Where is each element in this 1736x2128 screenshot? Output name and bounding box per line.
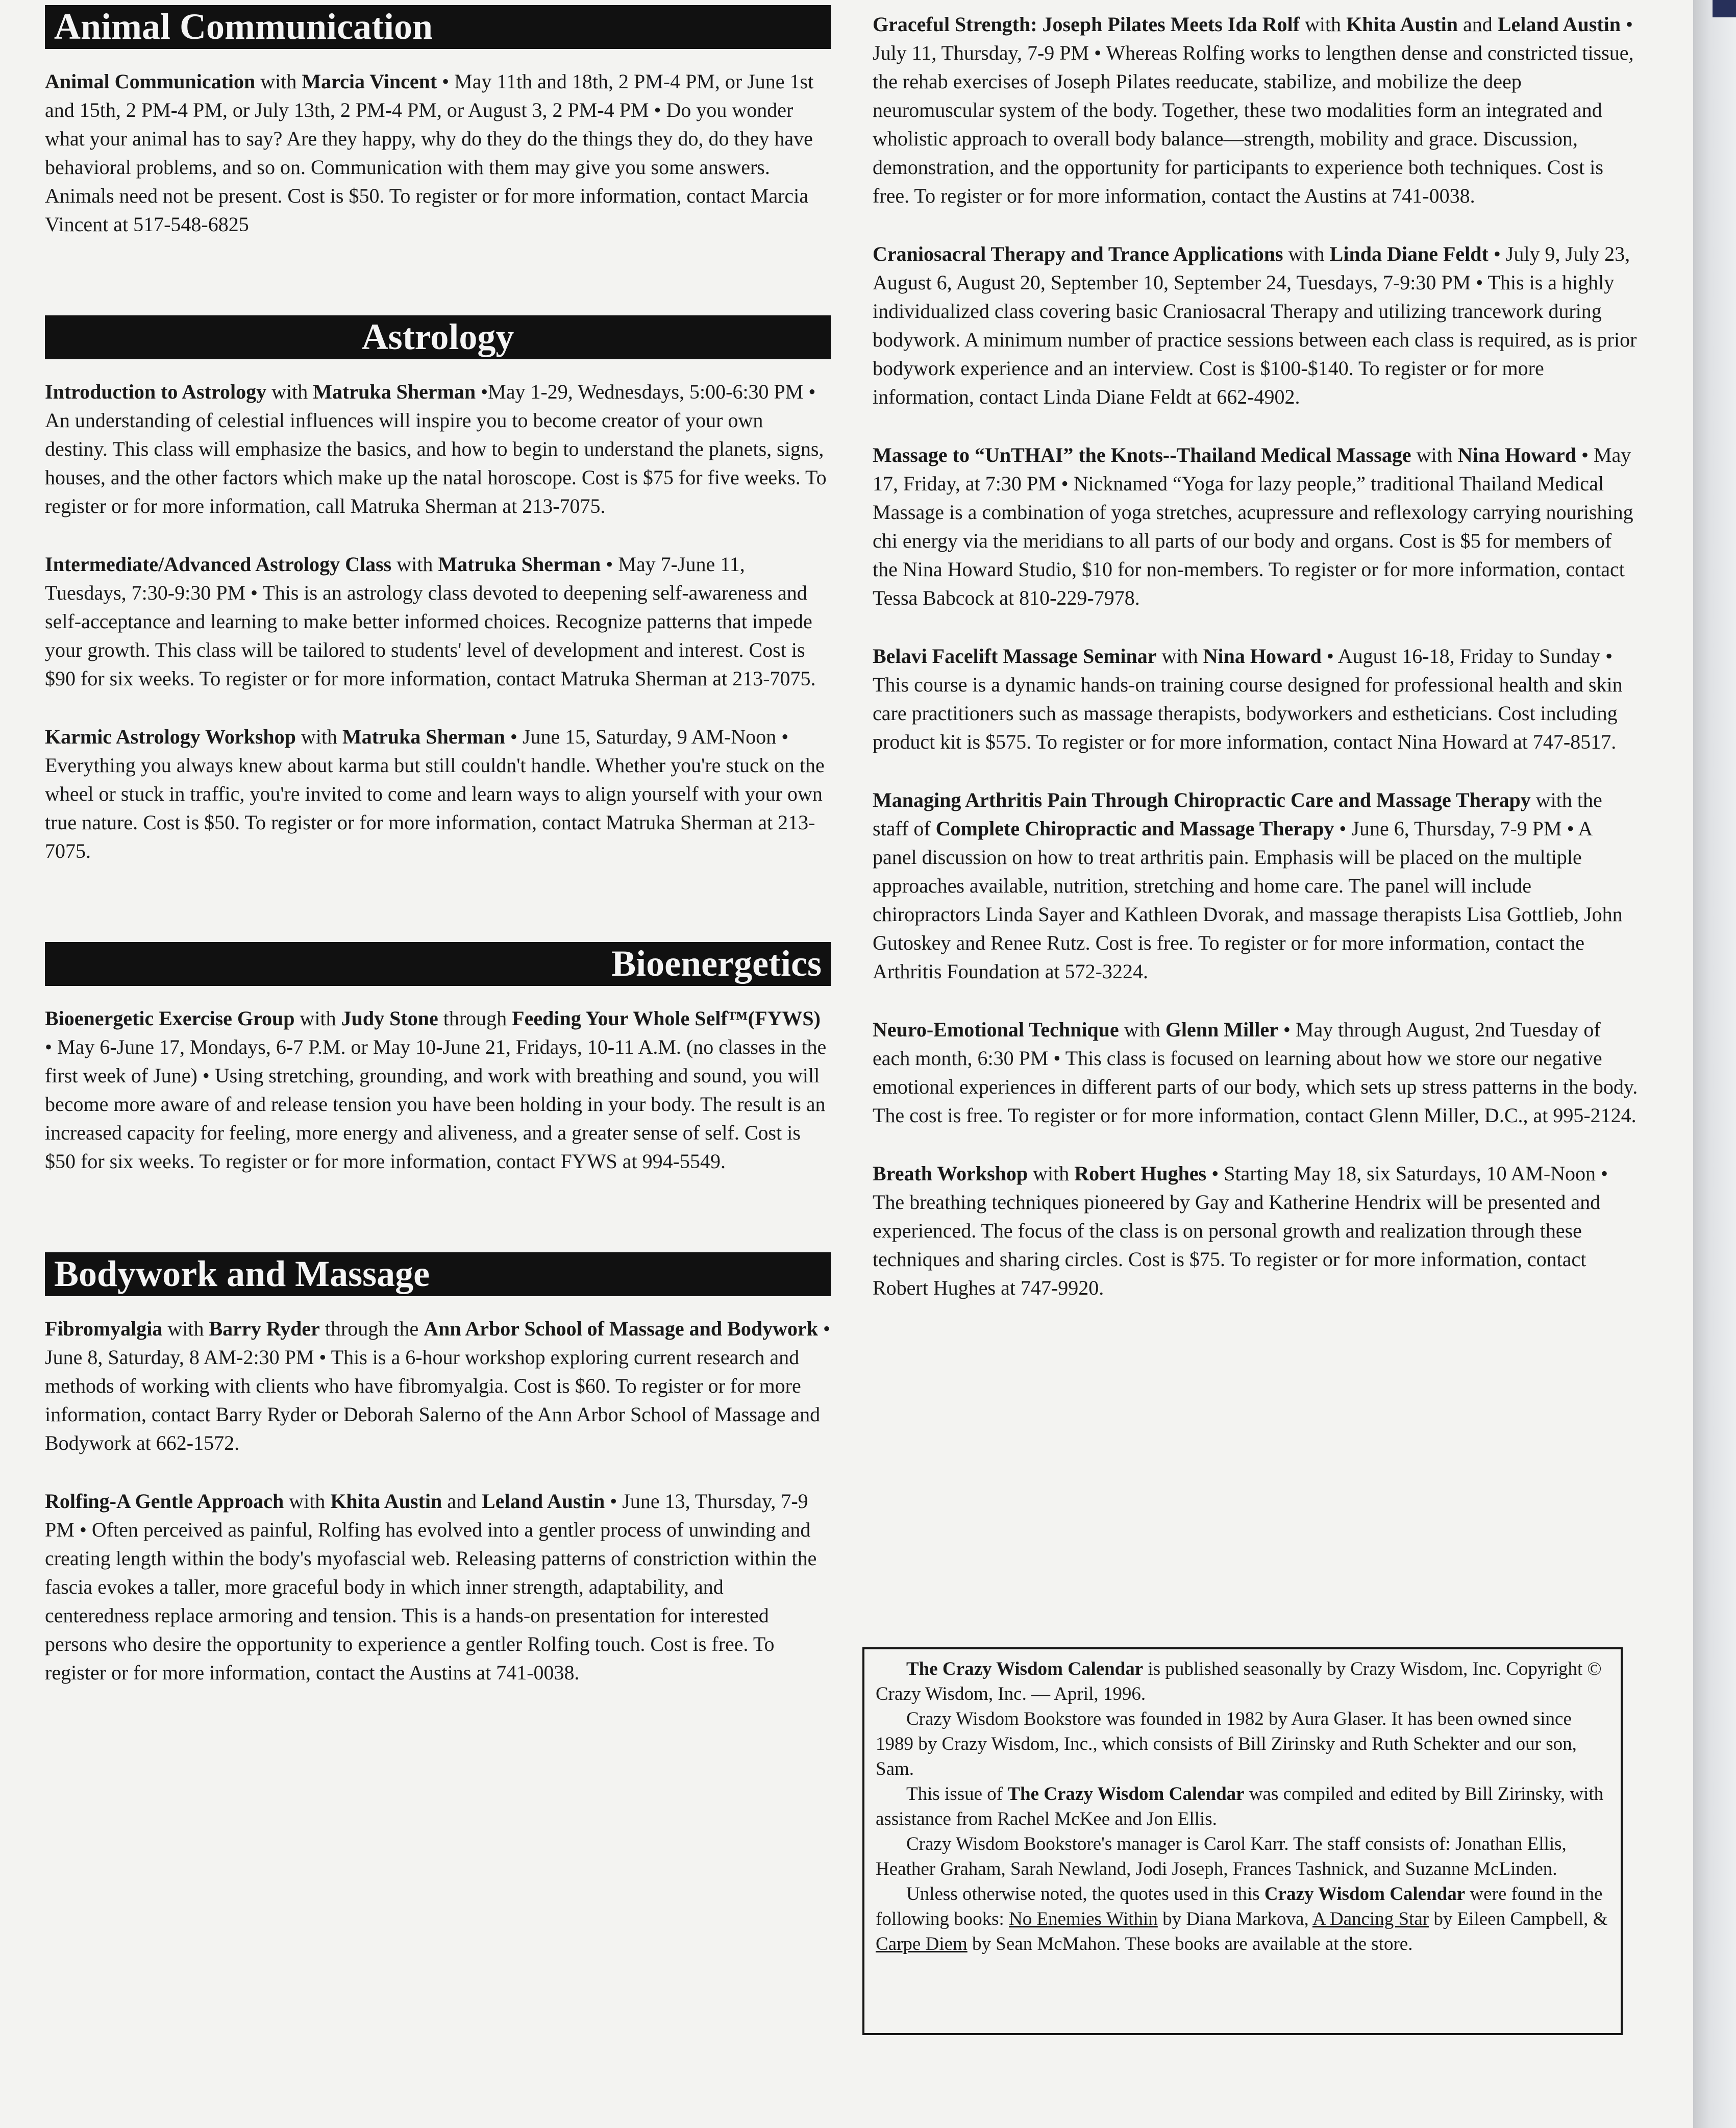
event-listing: Neuro-Emotional Technique with Glenn Miller • May through August, 2nd Tuesday of each month, 6:30 PM • This class is focused on learning about how we store our negative emotional experiences in different parts of our body, which sets up stress patterns in the body. The cost is free. To register or for more information, contact Glenn Miller, D.C., at 995-2124. [873, 1018, 1638, 1127]
event-title: Graceful Strength: Joseph Pilates Meets Ida Rolf [873, 13, 1300, 36]
event-presenter: Matruka Sherman [313, 380, 476, 403]
event-listing: Managing Arthritis Pain Through Chiropractic Care and Massage Therapy with the staff of Complete Chiropractic and Massage Therapy • June 6, Thursday, 7-9 PM • A panel discussion on how to treat arthritis pain. Emphasis will be placed on the multiple approaches available, nutrition, stretching and home care. The panel will include chiropractors Linda Sayer and Kathleen Dvorak, and massage therapists Lisa Gottlieb, John Gutoskey and Renee Rutz. Cost is free. To register or for more information, contact the Arthritis Foundation at 572-3224. [873, 788, 1623, 983]
event-presenter: Judy Stone [341, 1007, 438, 1030]
event-listing: Rolfing-A Gentle Approach with Khita Austin and Leland Austin • June 13, Thursday, 7-9 PM • Often perceived as painful, Rolfing has evolved into a gentler process of unwinding and creating length within the body's myofascial web. Releasing patterns of constriction within the fascia evokes a taller, more graceful body in which inner strength, adaptability, and centeredness replace armoring and tension. This is a hands-on presentation for interested persons who desire the opportunity to experience a gentler Rolfing touch. Cost is free. To register or for more information, contact the Austins at 741-0038. [45, 1490, 817, 1684]
event-presenter: Linda Diane Feldt [1329, 242, 1489, 265]
event-title: Breath Workshop [873, 1162, 1028, 1185]
event-description: • May 6-June 17, Mondays, 6-7 P.M. or May 10-June 21, Fridays, 10-11 A.M. (no classes in the first week of June) • Using stretching, grounding, and work with breathing and sound, you will become more aware of and release tension you have been holding in your body. The result is an increased capacity for feeling, more energy and aliveness, and a greater sense of self. Cost is $50 for six weeks. To register or for more information, contact FYWS at 994-5549. [45, 1035, 827, 1173]
book-title: Carpe Diem [876, 1934, 968, 1954]
event-description: • May through August, 2nd Tuesday of each month, 6:30 PM • This class is focused on learning about how we store our negative emotional experiences in different parts of our body, which sets up stress patterns in the body. The cost is free. To register or for more information, contact Glenn Miller, D.C., at 995-2124. [873, 1018, 1638, 1127]
event-presenter: Nina Howard [1203, 645, 1322, 667]
left-column [45, 5, 831, 1687]
event-listing: Introduction to Astrology with Matruka Sherman •May 1-29, Wednesdays, 5:00-6:30 PM • An understanding of celestial influences will inspire you to become creator of your own destiny. This class will emphasize the basics, and how to begin to understand the planets, signs, houses, and the other factors which make up the natal horoscope. Cost is $75 for five weeks. To register or for more information, call Matruka Sherman at 213-7075. [45, 380, 827, 517]
event-presenter: Khita Austin [1346, 13, 1458, 36]
event-presenter: Matruka Sherman [438, 553, 601, 576]
section-heading-bioenergetics: Bioenergetics [45, 942, 831, 986]
event-listing: Karmic Astrology Workshop with Matruka Sherman • June 15, Saturday, 9 AM-Noon • Everything you always knew about karma but still couldn't handle. Whether you're stuck on the wheel or stuck in traffic, you're invited to come and learn ways to align yourself with your own true nature. Cost is $50. To register or for more information, contact Matruka Sherman at 213-7075. [45, 725, 825, 862]
event-title: Fibromyalgia [45, 1317, 163, 1340]
event-presenter: Marcia Vincent [302, 70, 437, 93]
section-heading-bodywork-and-massage: Bodywork and Massage [45, 1252, 831, 1296]
section-heading-animal-communication: Animal Communication [45, 5, 831, 49]
event-presenter: Leland Austin [1497, 13, 1621, 36]
event-description: • June 15, Saturday, 9 AM-Noon • Everything you always knew about karma but still couldn't handle. Whether you're stuck on the wheel or stuck in traffic, you're invited to come and learn ways to align yourself with your own true nature. Cost is $50. To register or for more information, contact Matruka Sherman at 213-7075. [45, 725, 825, 862]
event-title: Craniosacral Therapy and Trance Applications [873, 242, 1283, 265]
event-presenter: Matruka Sherman [342, 725, 505, 748]
event-presenter: Barry Ryder [209, 1317, 320, 1340]
event-presenter: Leland Austin [482, 1490, 605, 1513]
event-listing: Bioenergetic Exercise Group with Judy Stone through Feeding Your Whole Self™(FYWS) • May 6-June 17, Mondays, 6-7 P.M. or May 10-June 21, Fridays, 10-11 A.M. (no classes in the first week of June) • Using stretching, grounding, and work with breathing and sound, you will become more aware of and release tension you have been holding in your body. The result is an increased capacity for feeling, more energy and aliveness, and a greater sense of self. Cost is $50 for six weeks. To register or for more information, contact FYWS at 994-5549. [45, 1007, 827, 1173]
event-organization: Feeding Your Whole Self™(FYWS) [512, 1007, 821, 1030]
event-organization: Complete Chiropractic and Massage Therapy [935, 817, 1334, 840]
event-description: • June 6, Thursday, 7-9 PM • A panel discussion on how to treat arthritis pain. Emphasis will be placed on the multiple approaches available, nutrition, stretching and home care. The panel will include chiropractors Linda Sayer and Kathleen Dvorak, and massage therapists Lisa Gottlieb, John Gutoskey and Renee Rutz. Cost is free. To register or for more information, contact the Arthritis Foundation at 572-3224. [873, 817, 1623, 983]
event-listing: Massage to “UnTHAI” the Knots--Thailand Medical Massage with Nina Howard • May 17, Friday, at 7:30 PM • Nicknamed “Yoga for lazy people,” traditional Thailand Medical Massage is a combination of yoga stretches, acupressure and reflexology carrying nourishing chi energy via the meridians to all parts of our body and organs. Cost is $5 for members of the Nina Howard Studio, $10 for non-members. To register or for more information, contact Tessa Babcock at 810-229-7978. [873, 443, 1633, 609]
event-description: • May 7-June 11, Tuesdays, 7:30-9:30 PM • This is an astrology class devoted to deepening self-awareness and self-acceptance and learning to make better informed choices. Recognize patterns that impede your growth. This class will be tailored to students' level of development and interest. Cost is $90 for six weeks. To register or for more information, contact Matruka Sherman at 213-7075. [45, 553, 816, 690]
event-title: Karmic Astrology Workshop [45, 725, 296, 748]
credits-paragraph: Crazy Wisdom Bookstore's manager is Carol Karr. The staff consists of: Jonathan Ellis, Heather Graham, Sarah Newland, Jodi Joseph, Frances Tashnick, and Suzanne McLinden. [876, 1834, 1567, 1879]
event-listing: Fibromyalgia with Barry Ryder through the Ann Arbor School of Massage and Bodywork • June 8, Saturday, 8 AM-2:30 PM • This is a 6-hour workshop exploring current research and methods of working with clients who have fibromyalgia. Cost is $60. To register or for more information, contact Barry Ryder or Deborah Salerno of the Ann Arbor School of Massage and Bodywork at 662-1572. [45, 1317, 830, 1454]
book-title: A Dancing Star [1312, 1909, 1429, 1929]
event-listing: Animal Communication with Marcia Vincent • May 11th and 18th, 2 PM-4 PM, or June 1st and 15th, 2 PM-4 PM, or July 13th, 2 PM-4 PM, or August 3, 2 PM-4 PM • Do you wonder what your animal has to say? Are they happy, why do they do the things they do, do they have behavioral problems, and so on. Communication with them may give you some answers. Animals need not be present. Cost is $50. To register or for more information, contact Marcia Vincent at 517-548-6825 [45, 70, 814, 236]
event-title: Managing Arthritis Pain Through Chiropractic Care and Massage Therapy [873, 788, 1531, 811]
event-presenter: Robert Hughes [1074, 1162, 1207, 1185]
event-description: •May 1-29, Wednesdays, 5:00-6:30 PM • An understanding of celestial influences will inspire you to become creator of your own destiny. This class will emphasize the basics, and how to begin to understand the planets, signs, houses, and the other factors which make up the natal horoscope. Cost is $75 for five weeks. To register or for more information, call Matruka Sherman at 213-7075. [45, 380, 827, 517]
book-title: No Enemies Within [1009, 1909, 1158, 1929]
event-listing: Craniosacral Therapy and Trance Applications with Linda Diane Feldt • July 9, July 23, August 6, August 20, September 10, September 24, Tuesdays, 7-9:30 PM • This is a highly individualized class covering basic Craniosacral Therapy and utilizing trancework during bodywork. A minimum number of practice sessions between each class is required, as is prior bodywork experience and an interview. Cost is $100-$140. To register or for more information, contact Linda Diane Feldt at 662-4902. [873, 242, 1637, 408]
event-title: Introduction to Astrology [45, 380, 267, 403]
event-description: • May 11th and 18th, 2 PM-4 PM, or June 1st and 15th, 2 PM-4 PM, or July 13th, 2 PM-4 PM, or August 3, 2 PM-4 PM • Do you wonder what your animal has to say? Are they happy, why do they do the things they do, do they have behavioral problems, and so on. Communication with them may give you some answers. Animals need not be present. Cost is $50. To register or for more information, contact Marcia Vincent at 517-548-6825 [45, 70, 814, 236]
event-description: • Starting May 18, six Saturdays, 10 AM-Noon • The breathing techniques pioneered by Gay and Katherine Hendrix will be presented and experienced. The focus of the class is on personal growth and realization through these techniques and sharing circles. Cost is $75. To register or for more information, contact Robert Hughes at 747-9920. [873, 1162, 1608, 1299]
credits-paragraph: Crazy Wisdom Bookstore was founded in 1982 by Aura Glaser. It has been owned since 1989 by Crazy Wisdom, Inc., which consists of Bill Zirinsky and Ruth Schekter and our son, Sam. [876, 1709, 1577, 1779]
event-listing: Belavi Facelift Massage Seminar with Nina Howard • August 16-18, Friday to Sunday • This course is a dynamic hands-on training course designed for professional health and skin care practitioners such as massage therapists, bodyworkers and estheticians. Cost including product kit is $575. To register or for more information, contact Nina Howard at 747-8517. [873, 645, 1623, 753]
credits-paragraph: This issue of The Crazy Wisdom Calendar was compiled and edited by Bill Zirinsky, with assistance from Rachel McKee and Jon Ellis. [876, 1784, 1604, 1829]
section-heading-astrology: Astrology [45, 315, 831, 359]
event-description: • June 8, Saturday, 8 AM-2:30 PM • This is a 6-hour workshop exploring current research and methods of working with clients who have fibromyalgia. Cost is $60. To register or for more information, contact Barry Ryder or Deborah Salerno of the Ann Arbor School of Massage and Bodywork at 662-1572. [45, 1317, 830, 1454]
event-description: • July 9, July 23, August 6, August 20, September 10, September 24, Tuesdays, 7-9:30 PM • This is a highly individualized class covering basic Craniosacral Therapy and utilizing trancework during bodywork. A minimum number of practice sessions between each class is required, as is prior bodywork experience and an interview. Cost is $100-$140. To register or for more information, contact Linda Diane Feldt at 662-4902. [873, 242, 1637, 408]
event-listing: Graceful Strength: Joseph Pilates Meets Ida Rolf with Khita Austin and Leland Austin • July 11, Thursday, 7-9 PM • Whereas Rolfing works to lengthen dense and constricted tissue, the rehab exercises of Joseph Pilates reeducate, stabilize, and mobilize the deep neuromuscular system of the body. Together, these two modalities form an integrated and wholistic approach to overall body balance—strength, mobility and grace. Discussion, demonstration, and the opportunity for participants to experience both techniques. Cost is free. To register or for more information, contact the Austins at 741-0038. [873, 13, 1634, 207]
event-listing: Breath Workshop with Robert Hughes • Starting May 18, six Saturdays, 10 AM-Noon • The breathing techniques pioneered by Gay and Katherine Hendrix will be presented and experienced. The focus of the class is on personal growth and realization through these techniques and sharing circles. Cost is $75. To register or for more information, contact Robert Hughes at 747-9920. [873, 1162, 1608, 1299]
event-title: Animal Communication [45, 70, 256, 93]
event-presenter: Glenn Miller [1165, 1018, 1278, 1041]
right-column [873, 10, 1638, 1302]
binding-mark [1713, 0, 1736, 17]
credits-paragraph: The Crazy Wisdom Calendar is published seasonally by Crazy Wisdom, Inc. Copyright © Crazy Wisdom, Inc. — April, 1996. [876, 1659, 1602, 1704]
event-title: Rolfing-A Gentle Approach [45, 1490, 284, 1513]
event-description: • August 16-18, Friday to Sunday • This course is a dynamic hands-on training course designed for professional health and skin care practitioners such as massage therapists, bodyworkers and estheticians. Cost including product kit is $575. To register or for more information, contact Nina Howard at 747-8517. [873, 645, 1623, 753]
event-description: • July 11, Thursday, 7-9 PM • Whereas Rolfing works to lengthen dense and constricted tissue, the rehab exercises of Joseph Pilates reeducate, stabilize, and mobilize the deep neuromuscular system of the body. Together, these two modalities form an integrated and wholistic approach to overall body balance—strength, mobility and grace. Discussion, demonstration, and the opportunity for participants to experience both techniques. Cost is free. To register or for more information, contact the Austins at 741-0038. [873, 13, 1634, 207]
event-title: Neuro-Emotional Technique [873, 1018, 1119, 1041]
publication-credits-box [862, 1647, 1623, 2035]
event-description: • June 13, Thursday, 7-9 PM • Often perceived as painful, Rolfing has evolved into a gentler process of unwinding and creating length within the body's myofascial web. Releasing patterns of constriction within the fascia evokes a taller, more graceful body in which inner strength, adaptability, and centeredness replace armoring and tension. This is a hands-on presentation for interested persons who desire the opportunity to experience a gentler Rolfing touch. Cost is free. To register or for more information, contact the Austins at 741-0038. [45, 1490, 817, 1684]
credits-paragraph: Unless otherwise noted, the quotes used in this Crazy Wisdom Calendar were found in the following books: No Enemies Within by Diana Markova, A Dancing Star by Eileen Campbell, & Carpe Diem by Sean McMahon. These books are available at the store. [876, 1884, 1608, 1954]
event-listing: Intermediate/Advanced Astrology Class with Matruka Sherman • May 7-June 11, Tuesdays, 7:30-9:30 PM • This is an astrology class devoted to deepening self-awareness and self-acceptance and learning to make better informed choices. Recognize patterns that impede your growth. This class will be tailored to students' level of development and interest. Cost is $90 for six weeks. To register or for more information, contact Matruka Sherman at 213-7075. [45, 553, 816, 690]
event-presenter: Nina Howard [1457, 443, 1576, 466]
event-presenter: Khita Austin [330, 1490, 442, 1513]
event-title: Massage to “UnTHAI” the Knots--Thailand Medical Massage [873, 443, 1411, 466]
event-title: Intermediate/Advanced Astrology Class [45, 553, 392, 576]
page-edge [1693, 0, 1736, 2128]
event-organization: Ann Arbor School of Massage and Bodywork [424, 1317, 818, 1340]
event-description: • May 17, Friday, at 7:30 PM • Nicknamed “Yoga for lazy people,” traditional Thailand Medical Massage is a combination of yoga stretches, acupressure and reflexology carrying nourishing chi energy via the meridians to all parts of our body and organs. Cost is $5 for members of the Nina Howard Studio, $10 for non-members. To register or for more information, contact Tessa Babcock at 810-229-7978. [873, 443, 1633, 609]
event-title: Belavi Facelift Massage Seminar [873, 645, 1157, 667]
event-title: Bioenergetic Exercise Group [45, 1007, 295, 1030]
